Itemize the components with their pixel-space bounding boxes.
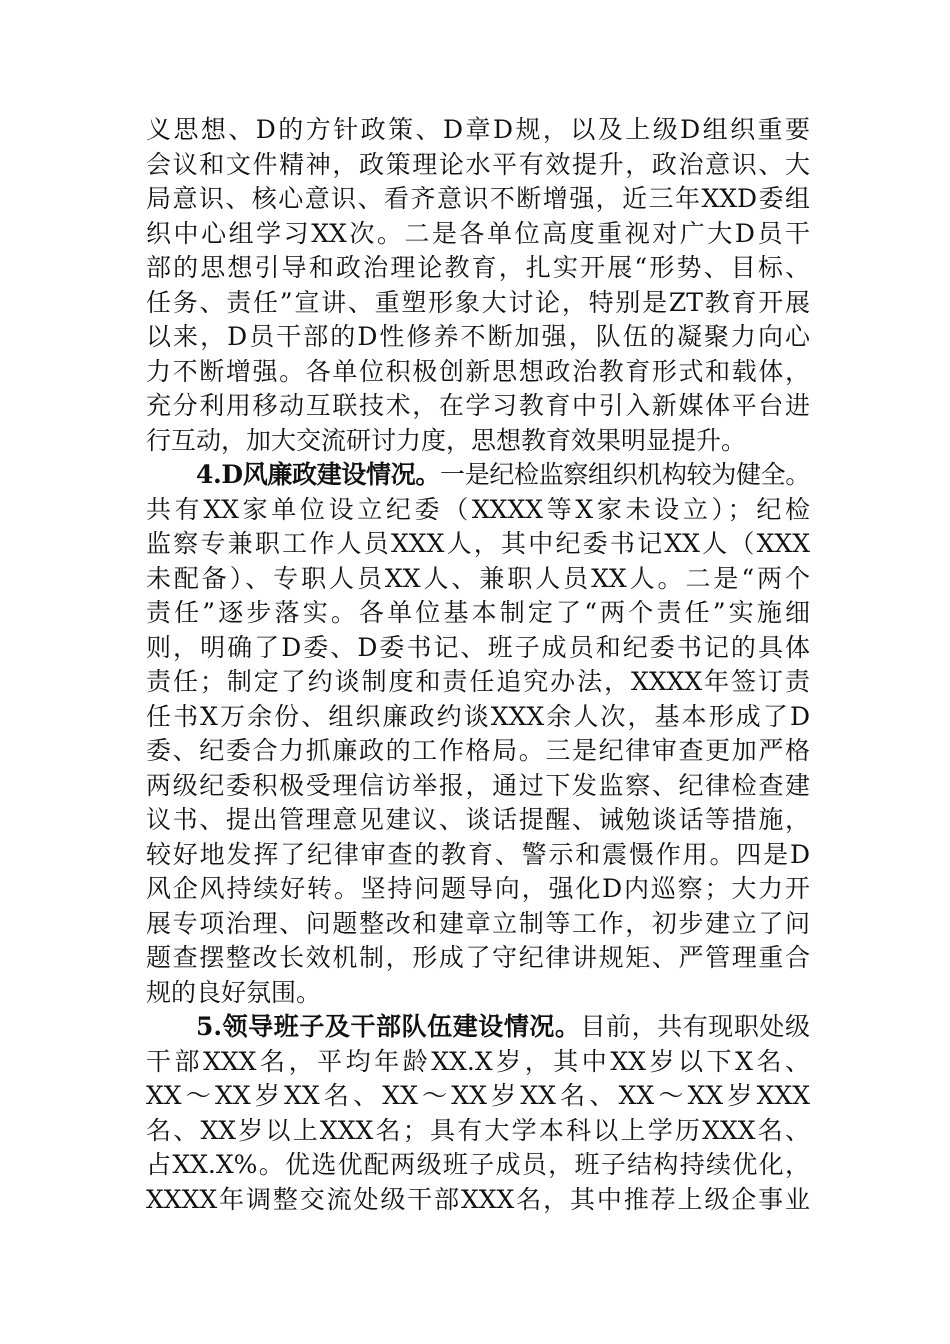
text-line: [146, 631, 810, 666]
paragraph-4: [146, 458, 810, 1010]
line-text: 两级纪委积极受理信访举报，通过下发监察、纪律检查建: [146, 770, 810, 800]
line-text: 力不断增强。各单位积极创新思想政治教育形式和载体，: [146, 356, 810, 386]
line-text: 部的思想引导和政治理论教育，扎实开展“形势、目标、: [146, 253, 810, 282]
text-line: [146, 872, 810, 907]
line-text: 委、纪委合力抓廉政的工作格局。三是纪律审查更加严格: [146, 736, 810, 765]
line-text: 监察专兼职工作人员XXX人，其中纪委书记XX人（XXX: [146, 529, 810, 558]
text-line: [146, 803, 810, 838]
line-text: 责任”逐步落实。各单位基本制定了“两个责任”实施细: [146, 598, 810, 627]
text-line: [146, 113, 810, 148]
line-text: 行互动，加大交流研讨力度，思想教育效果明显提升。: [146, 425, 747, 455]
line-text: 占XX.X%。优选优配两级班子成员，班子结构持续优化，: [146, 1150, 810, 1179]
text-line: [146, 596, 810, 631]
text-line: [146, 527, 810, 562]
text-line: [146, 1148, 810, 1183]
text-line: [146, 493, 810, 528]
text-line: [146, 1079, 810, 1114]
text-line: [146, 251, 810, 286]
line-text: 规的良好氛围。: [146, 977, 322, 1007]
text-line: [146, 286, 810, 321]
line-text: 较好地发挥了纪律审查的教育、警示和震慑作用。四是D: [146, 839, 810, 869]
line-text: 名、XX岁以上XXX名；具有大学本科以上学历XXX名、: [146, 1115, 810, 1145]
text-line: [146, 389, 810, 424]
text-line: [146, 148, 810, 183]
line-text: 干部XXX名，平均年龄XX.X岁，其中XX岁以下X名、: [146, 1046, 810, 1076]
text-line: [146, 1010, 810, 1045]
line-text: 风企风持续好转。坚持问题导向，强化D内巡察；大力开: [146, 874, 810, 903]
text-line: [146, 562, 810, 597]
line-text: 局意识、核心意识、看齐意识不断增强，近三年XXD委组: [146, 184, 810, 213]
line-text: 义思想、D的方针政策、D章D规，以及上级D组织重要: [146, 115, 810, 144]
line-text: 会议和文件精神，政策理论水平有效提升，政治意识、大: [146, 149, 810, 179]
paragraph-5: [146, 1010, 810, 1217]
text-line: [146, 458, 810, 493]
section-heading: 5.领导班子及干部队伍建设情况。: [196, 1012, 581, 1041]
line-text: 任书X万余份、组织廉政约谈XXX余人次，基本形成了D: [146, 701, 810, 731]
line-text: 则，明确了D委、D委书记、班子成员和纪委书记的具体: [146, 632, 810, 662]
text-line: [146, 838, 810, 873]
section-heading: 4.D风廉政建设情况。: [196, 460, 441, 489]
text-line: [146, 907, 810, 942]
text-line: [146, 217, 810, 252]
line-text: 共有XX家单位设立纪委（XXXX等X家未设立）；纪检: [146, 494, 810, 524]
line-text: 以来，D员干部的D性修养不断加强，队伍的凝聚力向心: [146, 322, 810, 351]
text-line: [146, 734, 810, 769]
line-text: 织中心组学习XX次。二是各单位高度重视对广大D员干: [146, 218, 810, 248]
text-line: [146, 769, 810, 804]
line-text: 未配备）、专职人员XX人、兼职人员XX人。二是“两个: [146, 563, 810, 593]
line-text: 题查摆整改长效机制，形成了守纪律讲规矩、严管理重合: [146, 943, 810, 972]
line-text: 议书、提出管理意见建议、谈话提醒、诫勉谈话等措施，: [146, 805, 810, 834]
text-line: [146, 1045, 810, 1080]
text-line: [146, 976, 810, 1011]
line-text: 充分利用移动互联技术，在学习教育中引入新媒体平台进: [146, 391, 810, 420]
line-text: 任务、责任”宣讲、重塑形象大讨论，特别是ZT教育开展: [146, 287, 810, 317]
text-line: [146, 355, 810, 390]
line-text: 目前，共有现职处级: [580, 1012, 810, 1041]
document-page: [146, 113, 810, 1217]
text-line: [146, 320, 810, 355]
line-text: 一是纪检监察组织机构较为健全。: [440, 460, 810, 489]
line-text: XXXX年调整交流处级干部XXX名，其中推荐上级企事业: [146, 1184, 810, 1214]
line-text: XX～XX岁XX名、XX～XX岁XX名、XX～XX岁XXX: [146, 1081, 810, 1110]
text-line: [146, 1183, 810, 1218]
line-text: 展专项治理、问题整改和建章立制等工作，初步建立了问: [146, 908, 810, 938]
text-line: [146, 941, 810, 976]
line-text: 责任；制定了约谈制度和责任追究办法，XXXX年签订责: [146, 667, 810, 696]
text-line: [146, 182, 810, 217]
text-line: [146, 700, 810, 735]
text-line: [146, 1114, 810, 1149]
paragraph-3-continued: [146, 113, 810, 458]
text-line: [146, 665, 810, 700]
text-line: [146, 424, 810, 459]
